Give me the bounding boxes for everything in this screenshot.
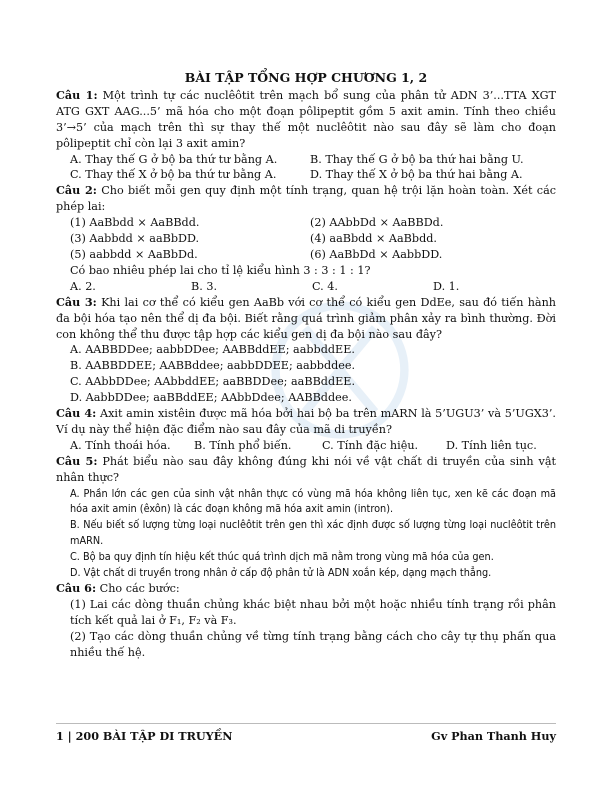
- answer-option-c: C. Tính đặc hiệu.: [322, 438, 419, 452]
- answer-option-c: C. 4.: [312, 279, 338, 293]
- footer-author: Gv Phan Thanh Huy: [431, 729, 556, 743]
- cross-row: [56, 231, 556, 247]
- question-label: Câu 2:: [56, 183, 97, 198]
- answer-row: [56, 167, 556, 183]
- answer-option-a: A. Thay thế G ở bộ ba thứ tư bằng A.: [70, 152, 278, 166]
- cross-row: [56, 215, 556, 231]
- answer-option-a: A. 2.: [70, 279, 96, 293]
- page-footer: [56, 723, 556, 743]
- question-text: Cho biết mỗi gen quy định một tính trạng, quan hệ trội lặn hoàn toàn. Xét các phép lai:: [56, 184, 556, 214]
- answer-row: [56, 152, 556, 168]
- question-1: [56, 88, 556, 152]
- answer-option-b: B. AABBDDEE; AABBddee; aabbDDEE; aabbddee.: [70, 359, 356, 373]
- answer-option-c: C. AAbbDDee; AAbbddEE; aaBBDDee; aaBBddEE.: [70, 375, 356, 389]
- question-text: Axit amin xistêin được mã hóa bởi hai bộ ba trên mARN là 5’UGU3’ và 5’UGX3’. Ví dụ này thể hiện đặc điểm nào sau đây của mã di truyền?: [56, 407, 556, 436]
- answer-row: [56, 438, 556, 454]
- answer-option-d: D. Vật chất di truyền trong nhân ở cấp độ phân tử là ADN xoắn kép, dạng mạch thẳng.: [70, 566, 492, 580]
- answer-option-c: C. Bộ ba quy định tín hiệu kết thúc quá trình dịch mã nằm trong vùng mã hóa của gen.: [70, 550, 494, 564]
- cross-row: [56, 247, 556, 263]
- question-5: [56, 454, 556, 486]
- question-label: Câu 4:: [56, 406, 97, 421]
- question-label: Câu 6:: [56, 581, 97, 595]
- answer-option-b: B. Thay thế G ở bộ ba thứ hai bằng U.: [310, 152, 524, 166]
- question-label: Câu 5:: [56, 453, 98, 468]
- step-2: (2) Tạo các dòng thuần chủng về từng tính trạng bằng cách cho cây tự thụ phấn qua nhiều thế hệ.: [70, 629, 556, 659]
- answer-option-c: C. Thay thế X ở bộ ba thứ tư bằng A.: [70, 168, 277, 182]
- answer-option-d: D. AabbDDee; aaBBddEE; AAbbDdee; AABBddee.: [70, 391, 352, 405]
- answer-option-d: D. Tính liên tục.: [446, 438, 537, 452]
- question-2: [56, 183, 556, 215]
- answer-option-b: B. Tính phổ biến.: [194, 438, 292, 452]
- question-3: [56, 295, 556, 343]
- question-6: [56, 581, 556, 597]
- page-title: BÀI TẬP TỔNG HỢP CHƯƠNG 1, 2: [184, 70, 428, 85]
- footer-page-label: 1 | 200 BÀI TẬP DI TRUYỀN: [56, 729, 233, 743]
- cross-item: (3) Aabbdd × aaBbDD.: [70, 232, 200, 246]
- question-4: [56, 406, 556, 438]
- answer-option-a: A. Phần lớn các gen của sinh vật nhân thực có vùng mã hóa không liên tục, xen kẽ các đoạn mã hóa axit amin (êxôn) là các đoạn không mã hóa axit amin (intron).: [70, 486, 556, 516]
- question-label: Câu 1:: [56, 87, 98, 102]
- question-prompt: Có bao nhiêu phép lai cho tỉ lệ kiểu hình 3 : 3 : 1 : 1?: [70, 263, 371, 277]
- answer-option-b: B. Nếu biết số lượng từng loại nuclêôtit trên gen thì xác định được số lượng từng loại nuclêôtit trên mARN.: [70, 518, 556, 548]
- question-label: Câu 3:: [56, 294, 97, 309]
- answer-option-b: B. 3.: [191, 279, 218, 293]
- answer-option-a: A. AABBDDee; aabbDDee; AABBddEE; aabbddEE.: [70, 343, 355, 357]
- cross-item: (6) AaBbDd × AabbDD.: [310, 247, 443, 261]
- cross-item: (2) AAbbDd × AaBBDd.: [310, 216, 444, 230]
- cross-item: (1) AaBbdd × AaBBdd.: [70, 216, 200, 230]
- answer-option-d: D. Thay thế X ở bộ ba thứ hai bằng A.: [310, 168, 523, 182]
- answer-option-d: D. 1.: [433, 279, 460, 293]
- question-text: Cho các bước:: [99, 582, 180, 595]
- question-text: Một trình tự các nuclêôtit trên mạch bổ sung của phân tử ADN 3’...TTA XGT ATG GXT AAG...5’ mã hóa cho một đoạn pôlipeptit gồm 5 axit amin. Tính theo chiều 3’→5’ của mạch trên thì sự thay thế một nuclêôtit nào sau đây sẽ làm cho đoạn pôlipeptit chỉ còn lại 3 axit amin?: [56, 88, 556, 150]
- question-text: Khi lai cơ thể có kiểu gen AaBb với cơ thể có kiểu gen DdEe, sau đó tiến hành đa bội hóa tạo nên thể dị đa bội. Biết rằng quá trình giảm phân xảy ra bình thường. Đời con không thể thu được tập hợp các kiểu gen dị đa bội nào sau đây?: [56, 295, 556, 341]
- cross-item: (4) aaBbdd × AaBbdd.: [310, 232, 437, 246]
- question-text: Phát biểu nào sau đây không đúng khi nói về vật chất di truyền của sinh vật nhân thực?: [56, 454, 556, 484]
- answer-row: [56, 279, 556, 295]
- cross-item: (5) aabbdd × AaBbDd.: [70, 247, 198, 261]
- step-1: (1) Lai các dòng thuần chủng khác biệt nhau bởi một hoặc nhiều tính trạng rồi phân tích kết quả lai ở F₁, F₂ và F₃.: [70, 597, 556, 627]
- answer-option-a: A. Tính thoái hóa.: [70, 438, 171, 452]
- document-body: [56, 70, 556, 661]
